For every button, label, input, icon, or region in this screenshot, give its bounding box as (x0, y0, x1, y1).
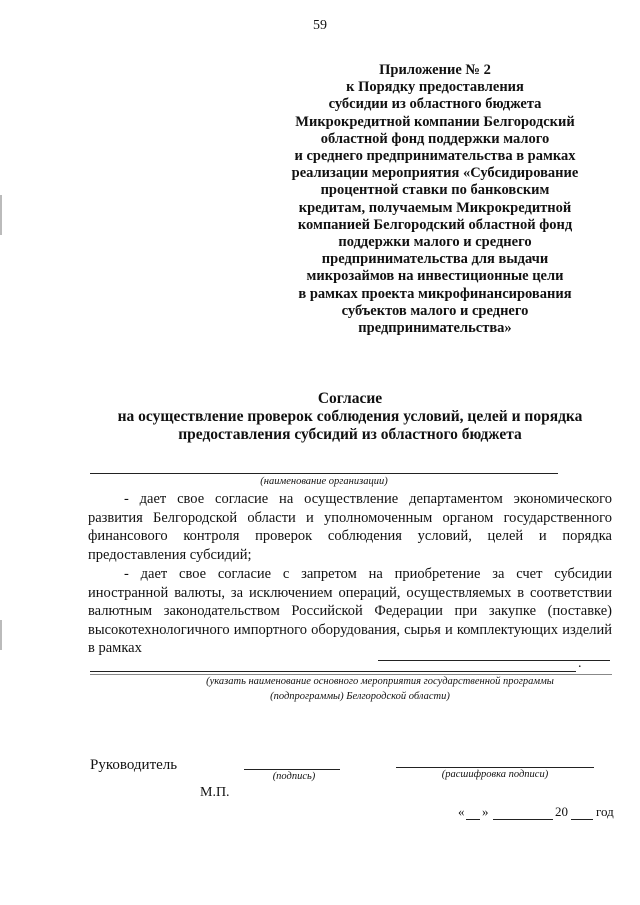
appendix-line: предпринимательства» (358, 320, 512, 337)
page-number: 59 (313, 18, 327, 33)
appendix-line: и среднего предпринимательства в рамках (294, 148, 576, 165)
appendix-line: кредитам, получаемым Микрокредитной (298, 199, 572, 216)
program-name-line-1[interactable] (378, 660, 610, 661)
appendix-line: областной фонд поддержки малого (320, 130, 550, 147)
date-month-field[interactable] (493, 819, 553, 820)
paragraph-1-text: - дает свое согласие на осуществление департаментом экономического развития Белгородской области и уполномоченным органом государственного финансового контроля проверок соблюдения условий, целей и порядка предоставления субсидий; (88, 491, 612, 563)
date-year-suffix: год (596, 804, 614, 819)
scan-mark (0, 195, 2, 235)
consent-title-line: предоставления субсидий из областного бюджета (178, 426, 522, 443)
organization-caption: (наименование организации) (260, 476, 388, 487)
signature-decode-line[interactable] (396, 767, 594, 768)
period-mark: . (578, 656, 582, 671)
paragraph-2-text: - дает свое согласие с запретом на приобретение за счет субсидии иностранной валюты, за исключением операций, осуществляемых в соответствии валютным законодательством Российской Федерации при закупке (поставке) высокотехнологичного импортного оборудования, сырья и комплектующих изделий в рамках (88, 566, 612, 657)
date-day-field[interactable] (466, 819, 480, 820)
program-name-underline (90, 674, 612, 675)
date-close-quote: » (482, 804, 489, 819)
consent-title-line: Согласие (317, 390, 383, 407)
appendix-line: реализации мероприятия «Субсидирование (291, 165, 579, 182)
appendix-heading (250, 62, 620, 337)
program-name-line-2[interactable] (90, 671, 576, 672)
consent-title-line: на осуществление проверок соблюдения условий, целей и порядка (117, 408, 583, 425)
appendix-line: процентной ставки по банковским (320, 182, 550, 199)
stamp-label: М.П. (200, 785, 230, 800)
appendix-line: к Порядку предоставления (346, 79, 524, 96)
appendix-line: поддержки малого и среднего (338, 234, 532, 251)
date-open-quote: « (458, 804, 465, 819)
appendix-line: предпринимательства для выдачи (321, 251, 549, 268)
consent-paragraph-2 (88, 565, 612, 658)
appendix-line: в рамках проекта микрофинансирования (298, 285, 572, 302)
signature-decode-caption: (расшифровка подписи) (441, 769, 549, 780)
program-caption-line: (подпрограммы) Белгородской области) (270, 691, 450, 702)
appendix-line: компанией Белгородский областной фонд (297, 216, 573, 233)
consent-title (60, 390, 640, 444)
appendix-line: субсидии из областного бюджета (328, 96, 542, 113)
appendix-line: микрозаймов на инвестиционные цели (306, 268, 564, 285)
date-year-field[interactable] (571, 819, 593, 820)
organization-name-line[interactable] (90, 473, 558, 474)
date-year-prefix: 20 (555, 804, 568, 819)
appendix-line: субъектов малого и среднего (341, 302, 529, 319)
signature-line[interactable] (244, 769, 340, 770)
program-caption-line: (указать наименование основного мероприятия государственной программы (206, 676, 554, 687)
appendix-line: Приложение № 2 (379, 62, 491, 78)
scan-mark (0, 620, 2, 650)
appendix-line: Микрокредитной компании Белгородский (295, 113, 575, 130)
head-label: Руководитель (90, 757, 178, 773)
consent-paragraph-1 (88, 490, 612, 564)
signature-caption: (подпись) (272, 771, 316, 782)
